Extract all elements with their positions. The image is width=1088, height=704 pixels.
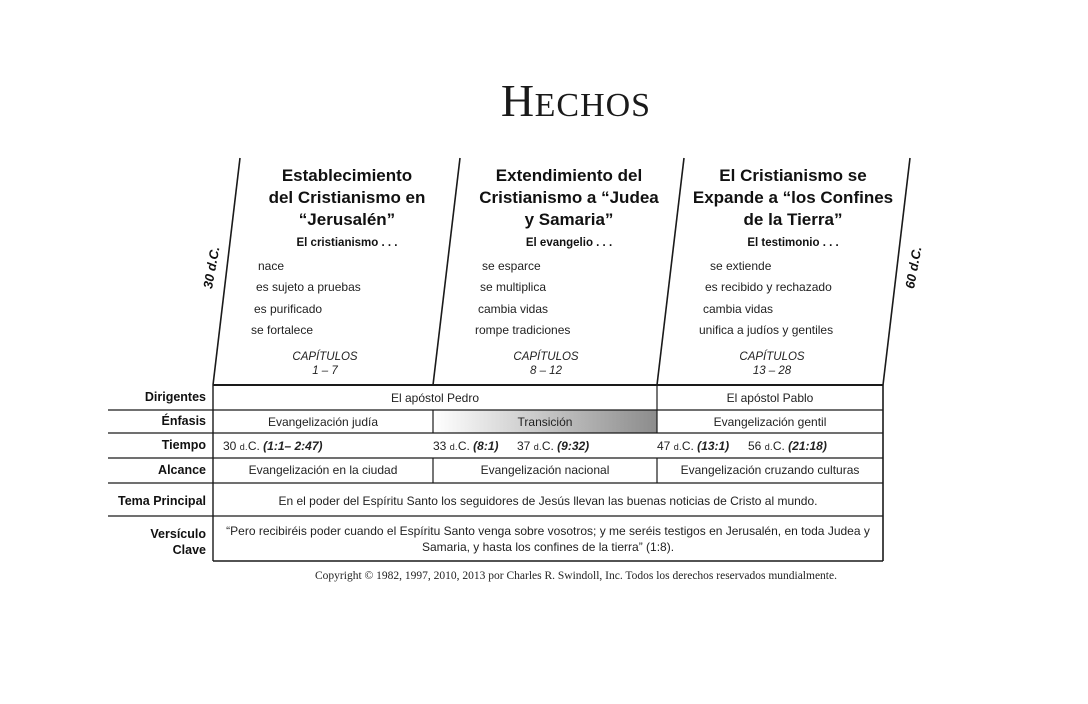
cell-versiculo: “Pero recibiréis poder cuando el Espíritu Santo venga sobre vosotros; y me seréis testigos en Jerusalén, en toda Judea y Samaria, y hasta los confines de la tierra” (1:8). <box>226 524 870 554</box>
section-subject: El cristianismo . . . <box>296 237 398 249</box>
list-item: es sujeto a pruebas <box>256 280 361 294</box>
section-subject: El evangelio . . . <box>525 237 613 249</box>
cell-tema: En el poder del Espíritu Santo los seguidores de Jesús llevan las buenas noticias de Cristo al mundo. <box>278 494 818 508</box>
cell-enfasis-judia: Evangelización judía <box>267 415 379 429</box>
list-item: es recibido y rechazado <box>705 280 832 294</box>
time-entry: 47 d.C. (13:1) <box>657 439 730 453</box>
row-label-versiculo: Versículo Clave <box>150 527 206 557</box>
row-label-dirigentes: Dirigentes <box>144 390 206 404</box>
cell-enfasis-transicion: Transición <box>517 415 573 429</box>
time-entry: 37 d.C. (9:32) <box>517 439 590 453</box>
chapters: CAPÍTULOS 13 – 28 <box>739 351 805 377</box>
cell-alcance-ciudad: Evangelización en la ciudad <box>248 463 398 477</box>
chapters: CAPÍTULOS 1 – 7 <box>292 351 358 377</box>
cell-dirigentes-pablo: El apóstol Pablo <box>726 391 814 405</box>
end-date: 60 d.C. <box>902 245 925 290</box>
start-date: 30 d.C. <box>200 245 223 290</box>
time-entry: 30 d.C. (1:1– 2:47) <box>223 439 323 453</box>
chapters: CAPÍTULOS 8 – 12 <box>513 351 579 377</box>
section-heading: El Cristianismo se Expande a “los Confines de la Tierra” <box>692 166 894 229</box>
cell-enfasis-gentil: Evangelización gentil <box>713 415 827 429</box>
list-item: se multiplica <box>480 280 547 294</box>
list-item: nace <box>258 259 285 273</box>
section-heading: Extendimiento del Cristianismo a “Judea y Samaria” <box>479 166 659 229</box>
row-label-enfasis: Énfasis <box>161 414 206 428</box>
list-item: cambia vidas <box>703 302 774 316</box>
section-3 <box>684 165 902 249</box>
copyright: Copyright © 1982, 1997, 2010, 2013 por Charles R. Swindoll, Inc. Todos los derechos reservados mundialmente. <box>315 570 837 582</box>
list-item: es purificado <box>254 302 323 316</box>
section-heading: Establecimiento del Cristianismo en “Jerusalén” <box>268 166 426 229</box>
list-item: cambia vidas <box>478 302 549 316</box>
cell-dirigentes-pedro: El apóstol Pedro <box>390 391 480 405</box>
cell-alcance-culturas: Evangelización cruzando culturas <box>680 463 860 477</box>
row-label-tiempo: Tiempo <box>161 438 206 452</box>
list-item: unifica a judíos y gentiles <box>699 323 834 337</box>
list-item: se fortalece <box>251 323 314 337</box>
time-entry: 33 d.C. (8:1) <box>433 439 499 453</box>
list-item: se extiende <box>710 259 772 273</box>
page-title: HECHOS <box>500 75 652 126</box>
time-entry: 56 d.C. (21:18) <box>748 439 827 453</box>
section-2 <box>467 165 671 249</box>
section-1 <box>247 165 447 249</box>
section-subject: El testimonio . . . <box>747 237 839 249</box>
list-item: rompe tradiciones <box>475 323 571 337</box>
cell-alcance-nacional: Evangelización nacional <box>480 463 610 477</box>
row-label-alcance: Alcance <box>158 463 206 477</box>
row-label-tema: Tema Principal <box>118 494 206 508</box>
list-item: se esparce <box>482 259 541 273</box>
